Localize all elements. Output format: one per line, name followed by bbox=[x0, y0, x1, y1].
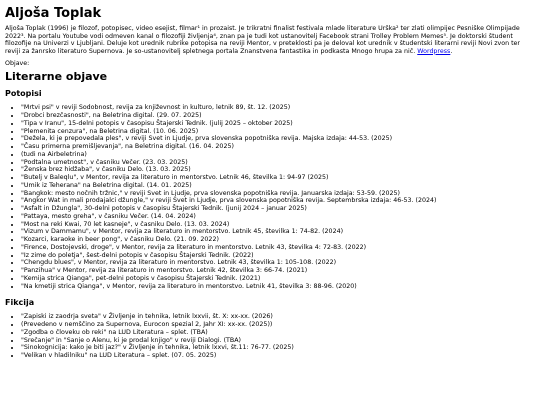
list-item: • "Ženska brez hidžaba", v časniku Delo. (13. 03. 2025) bbox=[21, 166, 535, 174]
list-item: • "Času primerna premišljevanja", na Beletrina digital. (16. 04. 2025) bbox=[21, 143, 535, 151]
list-item: • "Mrtvi psi" v reviji Sodobnost, revija za književnost in kulturo, letnik 89, št. 12. (2025) bbox=[21, 104, 535, 112]
list-item: • "Drobci brezčasnosti", na Beletrina digital. (29. 07. 2025) bbox=[21, 112, 535, 120]
section-title: Literarne objave bbox=[5, 70, 108, 84]
list-item: • "Butelj v Baleqlu", v Mentor, revija za literaturo in mentorstvo. Letnik 46, številka 1: 94-97 (2025) bbox=[21, 174, 535, 182]
list-item: • "Plemenita cenzura", na Beletrina digital. (10. 06. 2025) bbox=[21, 128, 535, 136]
list-item: • "Sinokognicija: kako je biti jaz?" v Življenje in tehnika, letnik lxxvi, št.11: 76-77. (2025) bbox=[21, 344, 535, 352]
list-item: • (tudi na Airbeletrina) bbox=[21, 151, 535, 159]
wordpress-link[interactable]: Wordpress bbox=[417, 47, 451, 55]
potopisi-list bbox=[5, 104, 535, 290]
bio-paragraph bbox=[5, 25, 535, 55]
list-item: • "Zapiski iz zaodrja sveta" v Življenje in tehnika, letnik lxxvii, št. X: xx-xx. (2026) bbox=[21, 313, 535, 321]
fikcija-heading: Fikcija bbox=[5, 298, 35, 308]
list-item: • "Zgodba o človeku ob reki" na LUD Literatura – splet. (TBA) bbox=[21, 329, 535, 337]
potopisi-heading: Potopisi bbox=[5, 89, 42, 99]
bio-text: Aljoša Toplak (1996) je filozof, potopisec, video esejist, filmar¹ in prozaist. Je trikratni finalist festivala mlade literature Urška² ter zlati olimpijec Pesniške Olimpijade 2022³. Na portalu Youtube vodi odmeven kanal o filozofiji življenja⁴, znan pa je tudi kot ustanovitelj Facebook strani Trolley Problem Memes⁵. Je doktorski študent filozofije na Univerzi v Ljubljani. Deluje kot urednik rubrike potopisa na reviji Mentor, v preteklosti pa je deloval kot urednik v študentski literarni reviji Novi zvon ter reviji za žanrsko literaturo Supernova. Je so-ustanovitelj spletnega portala Znanstvena fantastika in podkasta Mnogo hrupa za nič. bbox=[5, 25, 521, 55]
list-item: • "Kozarci, karaoke in beer pong", v časniku Delo. (21. 09. 2022) bbox=[21, 236, 535, 244]
list-item: • "Bangkok: mesto nočnih tržnic," v reviji Svet in Ljudje, prva slovenska popotniška revija. Januarska izdaja: 53-59. (2025) bbox=[21, 190, 535, 198]
list-item: • "Podtalna umetnost", v časniku Večer. (23. 03. 2025) bbox=[21, 159, 535, 167]
list-item: • "Pattaya, mesto greha", v časniku Večer. (14. 04. 2024) bbox=[21, 213, 535, 221]
list-item: • "Dežela, ki je prepovedala ples", v reviji Svet in Ljudje, prva slovenska popotniška revija. Majska izdaja: 44-53. (2025) bbox=[21, 135, 535, 143]
list-item: • "Tipa v Iranu", 15-delni potopis v časopisu Štajerski Tednik. (julij 2025 – oktober 2025) bbox=[21, 120, 535, 128]
page-title: Aljoša Toplak bbox=[5, 6, 102, 21]
list-item: • (Prevedeno v nemščino za Supernova, Eurocon spezial 2, Jahr XI: xx-xx. (2025)) bbox=[21, 321, 535, 329]
list-item: • "Chengdu blues", v Mentor, revija za literaturo in mentorstvo. Letnik 43, številka 1: 105-108. (2022) bbox=[21, 259, 535, 267]
list-item: • "Angkor Wat in mali prodajalci džungle," v reviji Svet in Ljudje, prva slovenska popotniška revija. Septembrska izdaja: 46-53. (2024) bbox=[21, 197, 535, 205]
list-item: • "Srečanje" in "Sanje o Alenu, ki je prodal knjigo" v reviji Dialogi. (TBA) bbox=[21, 337, 535, 345]
list-item: • "Vizum v Dammamu", v Mentor, revija za literaturo in mentorstvo. Letnik 45, številka 1: 74-82. (2024) bbox=[21, 228, 535, 236]
list-item: • "Kemija strica Qianga", pet-delni potopis v časopisu Štajerski Tednik. (2021) bbox=[21, 275, 535, 283]
list-item: • "Umik iz Teherana" na Beletrina digital. (14. 01. 2025) bbox=[21, 182, 535, 190]
list-item: • "Most na reki Kwai, 70 let kasneje", v časniku Delo. (13. 03. 2024) bbox=[21, 221, 535, 229]
list-item: • "Firence, Dostojevski, droge", v Mentor, revija za literaturo in mentorstvo. Letnik 43, številka 4: 72-83. (2022) bbox=[21, 244, 535, 252]
list-item: • "Asfalt in Džungla", 30-delni potopis v časopisu Štajerski Tednik. (junij 2024 – januar 2025) bbox=[21, 205, 535, 213]
objave-label: Objave: bbox=[5, 60, 30, 68]
fikcija-list bbox=[5, 313, 535, 360]
bio-end: . bbox=[450, 47, 453, 55]
list-item: • "Panzihua" v Mentor, revija za literaturo in mentorstvo. Letnik 42, številka 3: 66-74. (2021) bbox=[21, 267, 535, 275]
list-item: • "Na kmetiji strica Qianga", v Mentor, revija za literaturo in mentorstvo. Letnik 41, številka 3: 88-96. (2020) bbox=[21, 283, 535, 291]
list-item: • "Velikan v hladilniku" na LUD Literatura – splet. (07. 05. 2025) bbox=[21, 352, 535, 360]
list-item: • "Iz zime do poletja", šest-delni potopis v časopisu Štajerski Tednik. (2022) bbox=[21, 252, 535, 260]
